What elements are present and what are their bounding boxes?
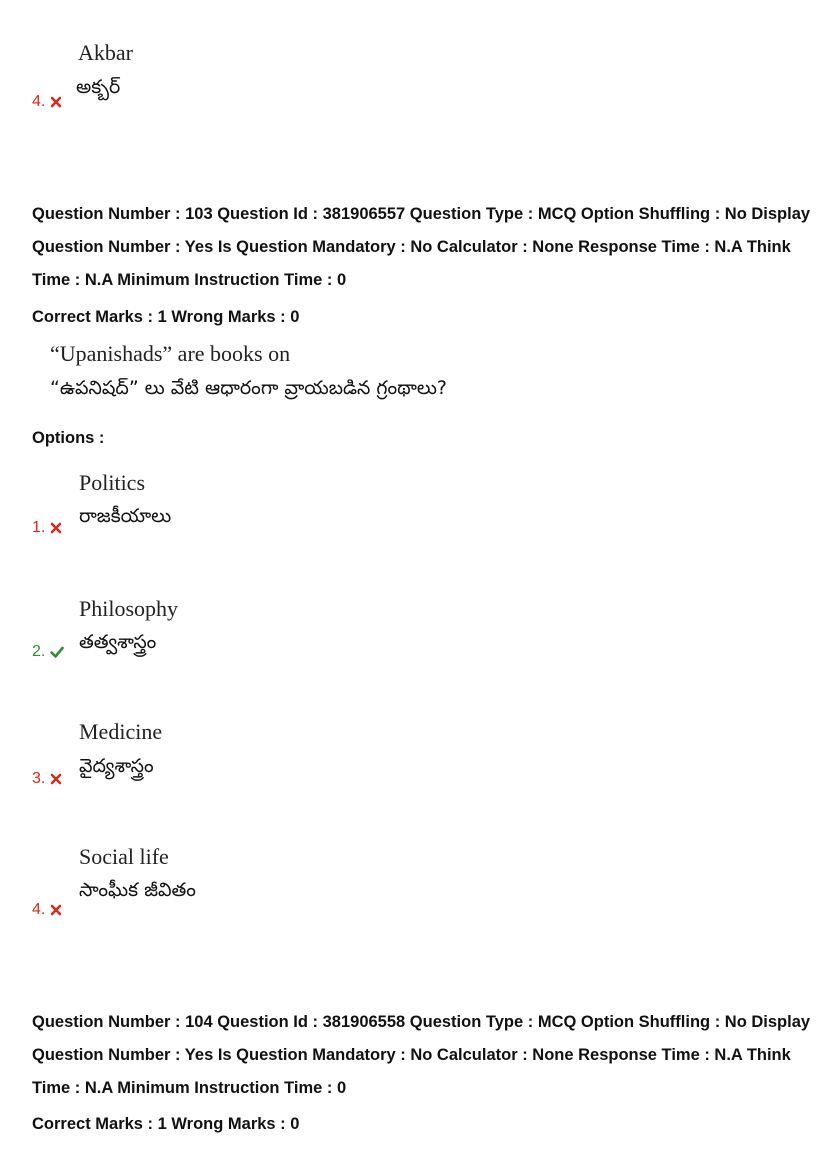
option-1-english: Politics xyxy=(79,470,146,495)
option-4-number xyxy=(32,92,63,112)
option-4-telugu: అక్బర్ xyxy=(76,76,121,98)
question-104-marks: Correct Marks : 1 Wrong Marks : 0 xyxy=(32,1115,300,1133)
option-1-telugu: రాజకీయాలు xyxy=(79,505,172,527)
cross-icon xyxy=(49,521,63,535)
cross-icon xyxy=(49,772,63,786)
option-number: 3. xyxy=(32,770,46,787)
question-103-text-telugu: “ఉపనిషద్” లు వేటి ఆధారంగా వ్రాయబడిన గ్రంథాలు? xyxy=(50,377,447,399)
option-3-english: Medicine xyxy=(79,719,163,744)
question-103-text-english: “Upanishads” are books on xyxy=(50,341,291,366)
option-4-telugu: సాంఘీక జీవితం xyxy=(79,879,196,901)
options-label: Options : xyxy=(32,429,105,447)
option-4-number xyxy=(32,900,63,920)
option-number: 4. xyxy=(32,93,46,110)
option-2-english: Philosophy xyxy=(79,596,179,621)
option-1-number xyxy=(32,518,63,538)
check-icon xyxy=(49,645,65,659)
question-103-marks: Correct Marks : 1 Wrong Marks : 0 xyxy=(32,308,300,326)
option-2-number xyxy=(32,642,65,662)
option-3-number xyxy=(32,769,63,789)
option-number: 2. xyxy=(32,643,46,660)
cross-icon xyxy=(49,903,63,917)
question-103-meta: Question Number : 103 Question Id : 381906557 Question Type : MCQ Option Shuffling : No Display Question Number : Yes Is Question Mandatory : No Calculator : None Response Time : N.A Think Time : N.A Minimum Instruction Time : 0 xyxy=(32,205,811,289)
option-number: 4. xyxy=(32,901,46,918)
option-3-telugu: వైద్యశాస్త్రం xyxy=(79,755,154,777)
option-4-english: Social life xyxy=(79,844,169,869)
option-4-english: Akbar xyxy=(78,40,133,65)
question-104-meta: Question Number : 104 Question Id : 381906558 Question Type : MCQ Option Shuffling : No Display Question Number : Yes Is Question Mandatory : No Calculator : None Response Time : N.A Think Time : N.A Minimum Instruction Time : 0 xyxy=(32,1013,811,1097)
cross-icon xyxy=(49,95,63,109)
option-2-telugu: తత్వశాస్త్రం xyxy=(79,631,157,653)
option-number: 1. xyxy=(32,519,46,536)
